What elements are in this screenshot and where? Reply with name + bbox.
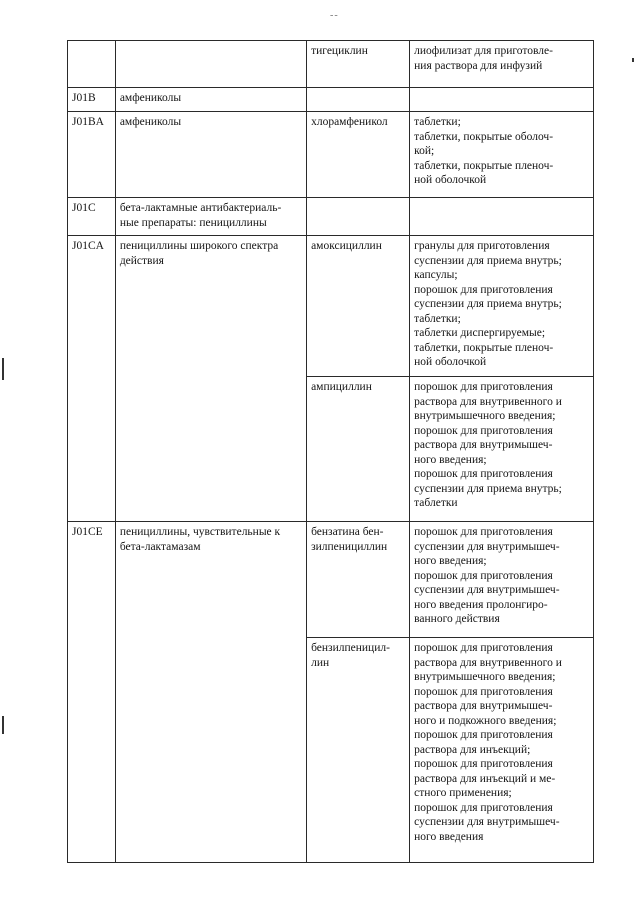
table-row	[68, 198, 594, 236]
dosage-form-line: порошок для приготовления	[414, 468, 553, 480]
dosage-form-line: раствора для инъекций;	[414, 743, 531, 756]
dosage-form-cell	[410, 522, 594, 638]
dosage-form-line: ной оболочкой	[414, 356, 487, 368]
dosage-form-line: суспензии для внутримышеч-	[414, 816, 560, 828]
dosage-form-line: суспензии для приема внутрь;	[414, 298, 562, 310]
dosage-form-cell	[410, 41, 594, 88]
scan-speck-right	[632, 58, 634, 62]
dosage-form-line: раствора для внутривенного и	[414, 656, 562, 669]
drug-name-cell: ампициллин	[307, 377, 410, 522]
dosage-form-cell	[410, 112, 594, 198]
group-name-cell: амфениколы	[115, 112, 306, 198]
dosage-form-line: стного применения;	[414, 787, 512, 799]
dosage-form-line: гранулы для приготовления	[414, 240, 550, 252]
dosage-form-line: суспензии для приема внутрь;	[414, 482, 562, 495]
dosage-form-line: кой;	[414, 145, 435, 157]
dosage-form-line: ной оболочкой	[414, 174, 487, 186]
dosage-form-line: ного введения;	[414, 555, 487, 567]
dosage-form-line: таблетки	[414, 497, 458, 509]
dosage-form-line: порошок для приготовления	[414, 424, 553, 437]
page-mark: --	[330, 10, 339, 21]
drug-name-cell: тигециклин	[307, 41, 410, 88]
dosage-form-line: таблетки, покрытые оболоч-	[414, 130, 554, 143]
dosage-form-line: суспензии для приема внутрь;	[414, 254, 562, 267]
dosage-form-line: порошок для приготовления	[414, 642, 553, 654]
dosage-form-line: ванного действия	[414, 613, 500, 625]
dosage-form-line: лиофилизат для приготовле-	[414, 45, 553, 57]
dosage-form-line: таблетки диспергируемые;	[414, 327, 546, 339]
dosage-form-line: ного и подкожного введения;	[414, 714, 557, 727]
dosage-form-line: порошок для приготовления	[414, 381, 553, 393]
drug-name-cell	[307, 88, 410, 112]
drug-name-cell: бензилпеницил- лин	[307, 638, 410, 863]
table-row	[68, 88, 594, 112]
dosage-form-line: внутримышечного введения;	[414, 410, 556, 422]
atc-code-cell: J01C	[68, 198, 116, 236]
scan-speck-left-lower	[2, 716, 4, 734]
dosage-form-line: суспензии для внутримышеч-	[414, 584, 560, 596]
dosage-form-line: порошок для приготовления	[414, 685, 553, 698]
dosage-form-line: раствора для внутримышеч-	[414, 700, 553, 712]
table-row	[68, 236, 594, 377]
dosage-form-line: порошок для приготовления	[414, 283, 553, 296]
dosage-form-cell	[410, 236, 594, 377]
drug-name-cell: амоксициллин	[307, 236, 410, 377]
group-name-cell: пенициллины, чувствительные к бета-лактамазам	[115, 522, 306, 863]
dosage-form-cell	[410, 88, 594, 112]
atc-code-cell: J01BA	[68, 112, 116, 198]
dosage-form-line: капсулы;	[414, 269, 458, 281]
dosage-form-line: ного введения;	[414, 453, 487, 466]
group-name-cell: бета-лактамные антибактериаль- ные препараты: пенициллины	[115, 198, 306, 236]
dosage-form-cell	[410, 198, 594, 236]
dosage-form-line: раствора для внутривенного и	[414, 395, 562, 408]
atc-code-cell: J01CA	[68, 236, 116, 522]
dosage-form-cell	[410, 638, 594, 863]
drug-name-cell: бензатина бен- зилпенициллин	[307, 522, 410, 638]
group-name-cell	[115, 41, 306, 88]
atc-code-cell: J01CE	[68, 522, 116, 863]
table-row	[68, 522, 594, 638]
dosage-form-line: таблетки, покрытые пленоч-	[414, 159, 554, 172]
dosage-form-line: таблетки;	[414, 312, 461, 325]
dosage-form-line: ния раствора для инфузий	[414, 59, 543, 72]
drug-table	[67, 40, 594, 863]
table-row	[68, 41, 594, 88]
drug-name-cell: хлорамфеникол	[307, 112, 410, 198]
dosage-form-line: порошок для приготовления	[414, 758, 553, 770]
dosage-form-line: таблетки;	[414, 116, 461, 128]
table-row	[68, 112, 594, 198]
dosage-form-line: таблетки, покрытые пленоч-	[414, 341, 554, 354]
dosage-form-cell	[410, 377, 594, 522]
dosage-form-line: раствора для инъекций и ме-	[414, 772, 556, 785]
atc-code-cell: J01B	[68, 88, 116, 112]
dosage-form-line: порошок для приготовления	[414, 801, 553, 814]
dosage-form-line: порошок для приготовления	[414, 526, 553, 538]
drug-name-cell	[307, 198, 410, 236]
dosage-form-line: порошок для приготовления	[414, 569, 553, 582]
dosage-form-line: раствора для внутримышеч-	[414, 439, 553, 451]
dosage-form-line: ного введения пролонгиро-	[414, 598, 548, 611]
group-name-cell: пенициллины широкого спектра действия	[115, 236, 306, 522]
dosage-form-line: суспензии для внутримышеч-	[414, 540, 560, 553]
dosage-form-line: ного введения	[414, 830, 484, 843]
scan-speck-left	[2, 358, 4, 380]
dosage-form-line: внутримышечного введения;	[414, 671, 556, 683]
group-name-cell: амфениколы	[115, 88, 306, 112]
dosage-form-line: порошок для приготовления	[414, 729, 553, 741]
atc-code-cell	[68, 41, 116, 88]
